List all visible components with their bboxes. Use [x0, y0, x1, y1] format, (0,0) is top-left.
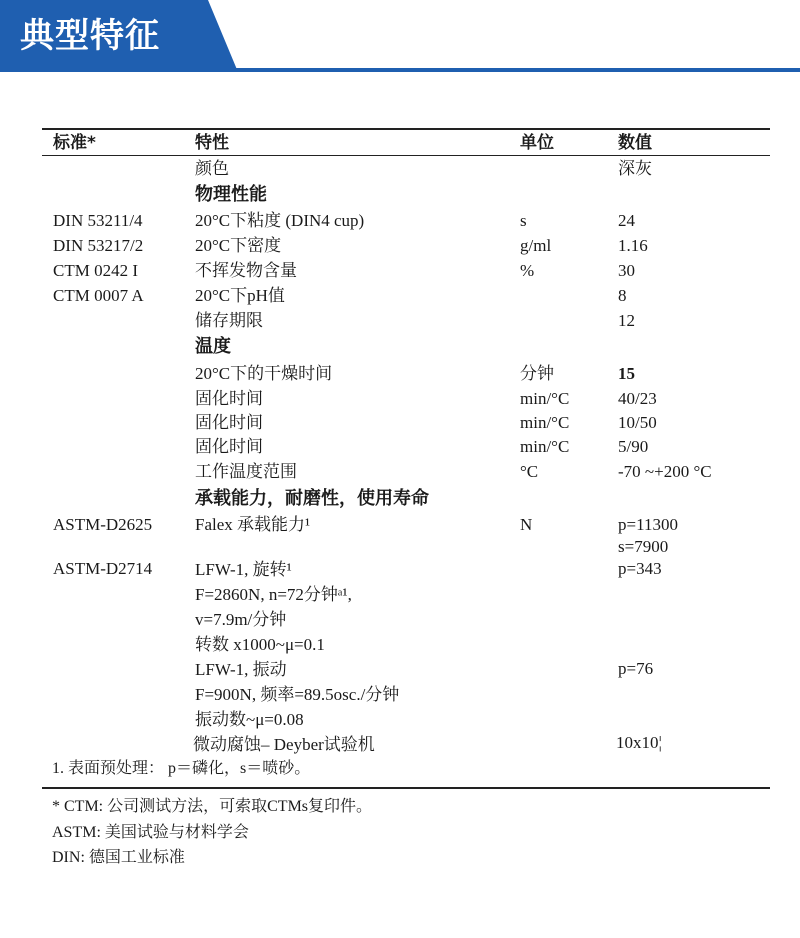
legend-ctm: * CTM: 公司测试方法，可索取CTMs复印件。 — [52, 798, 373, 815]
value-cure-time: 5/90 — [618, 437, 649, 456]
value-lfw-oscillation: p=76 — [618, 659, 654, 678]
property-density: 20°C下密度 — [195, 236, 282, 255]
table-bottom-rule — [42, 787, 770, 789]
standard-viscosity: DIN 53211/4 — [53, 211, 143, 230]
column-header-value: 数值 — [618, 133, 652, 153]
value-falex-p: p=11300 — [618, 515, 678, 534]
value-density: 1.16 — [618, 236, 648, 255]
header-rule — [0, 68, 800, 72]
property-drying-time: 20°C下的干燥时间 — [195, 364, 333, 383]
unit-falex: N — [520, 515, 533, 534]
standard-density: DIN 53217/2 — [53, 236, 144, 255]
standard-lfw: ASTM-D2714 — [53, 559, 153, 578]
property-ph: 20°C下pH值 — [195, 286, 285, 305]
property-cure-time: 固化时间 — [195, 437, 263, 456]
value-drying-time: 15 — [618, 364, 635, 383]
column-header-property: 特性 — [195, 133, 229, 153]
property-operating-temperature: 工作温度范围 — [195, 462, 297, 481]
property-color: 颜色 — [195, 159, 229, 178]
standard-nonvolatile: CTM 0242 I — [53, 261, 138, 280]
value-ph: 8 — [618, 286, 627, 305]
property-lfw-oscillation: LFW-1, 振动 — [195, 660, 287, 679]
table-top-rule — [42, 128, 770, 130]
value-viscosity: 24 — [618, 211, 635, 230]
section-temperature: 温度 — [195, 336, 231, 357]
unit-cure-time: min/°C — [520, 413, 570, 432]
property-nonvolatile: 不挥发物含量 — [195, 261, 297, 280]
value-cure-time: 40/23 — [618, 389, 657, 408]
property-cure-time: 固化时间 — [195, 413, 263, 432]
value-shelf-life: 12 — [618, 311, 635, 330]
property-lfw-rotation: LFW-1, 旋转¹ — [195, 560, 292, 579]
value-color: 深灰 — [618, 159, 652, 178]
unit-nonvolatile: % — [520, 261, 535, 280]
property-fretting-corrosion: 微动腐蚀– Deyber试验机 — [193, 735, 375, 754]
value-nonvolatile: 30 — [618, 261, 635, 280]
property-lfw-revolutions: 转数 x1000~μ=0.1 — [195, 635, 325, 654]
column-header-standard: 标准* — [53, 133, 96, 153]
section-load-wear-life: 承载能力，耐磨性，使用寿命 — [195, 488, 429, 509]
value-fretting-corrosion: 10x10¦ — [616, 733, 662, 752]
value-lfw-rotation: p=343 — [618, 559, 662, 578]
table-footnote: 1. 表面预处理： p＝磷化，s＝喷砂。 — [52, 760, 311, 777]
value-cure-time: 10/50 — [618, 413, 657, 432]
unit-operating-temperature: °C — [520, 462, 539, 481]
property-viscosity: 20°C下粘度 (DIN4 cup) — [195, 211, 365, 230]
legend-din: DIN: 德国工业标准 — [52, 849, 185, 866]
value-falex-s: s=7900 — [618, 537, 669, 556]
column-header-unit: 单位 — [520, 133, 554, 153]
unit-viscosity: s — [520, 211, 527, 230]
property-lfw-oscillation-count: 振动数~μ=0.08 — [195, 710, 304, 729]
section-physical-properties: 物理性能 — [195, 184, 267, 205]
value-operating-temperature: -70 ~+200 °C — [618, 462, 712, 481]
standard-falex: ASTM-D2625 — [53, 515, 153, 534]
unit-cure-time: min/°C — [520, 437, 570, 456]
table-header-rule — [42, 155, 770, 156]
unit-density: g/ml — [520, 236, 552, 255]
property-lfw-oscillation-load: F=900N, 频率=89.5osc./分钟 — [195, 685, 400, 704]
unit-cure-time: min/°C — [520, 389, 570, 408]
property-cure-time: 固化时间 — [195, 389, 263, 408]
page-title: 典型特征 — [20, 16, 160, 56]
property-shelf-life: 储存期限 — [195, 311, 263, 330]
property-lfw-speed: v=7.9m/分钟 — [195, 610, 287, 629]
standard-ph: CTM 0007 A — [53, 286, 144, 305]
property-falex: Falex 承载能力¹ — [195, 515, 311, 534]
unit-drying-time: 分钟 — [520, 364, 554, 383]
property-lfw-load: F=2860N, n=72分钟ᵃ¹, — [195, 585, 352, 604]
legend-astm: ASTM: 美国试验与材料学会 — [52, 824, 249, 841]
